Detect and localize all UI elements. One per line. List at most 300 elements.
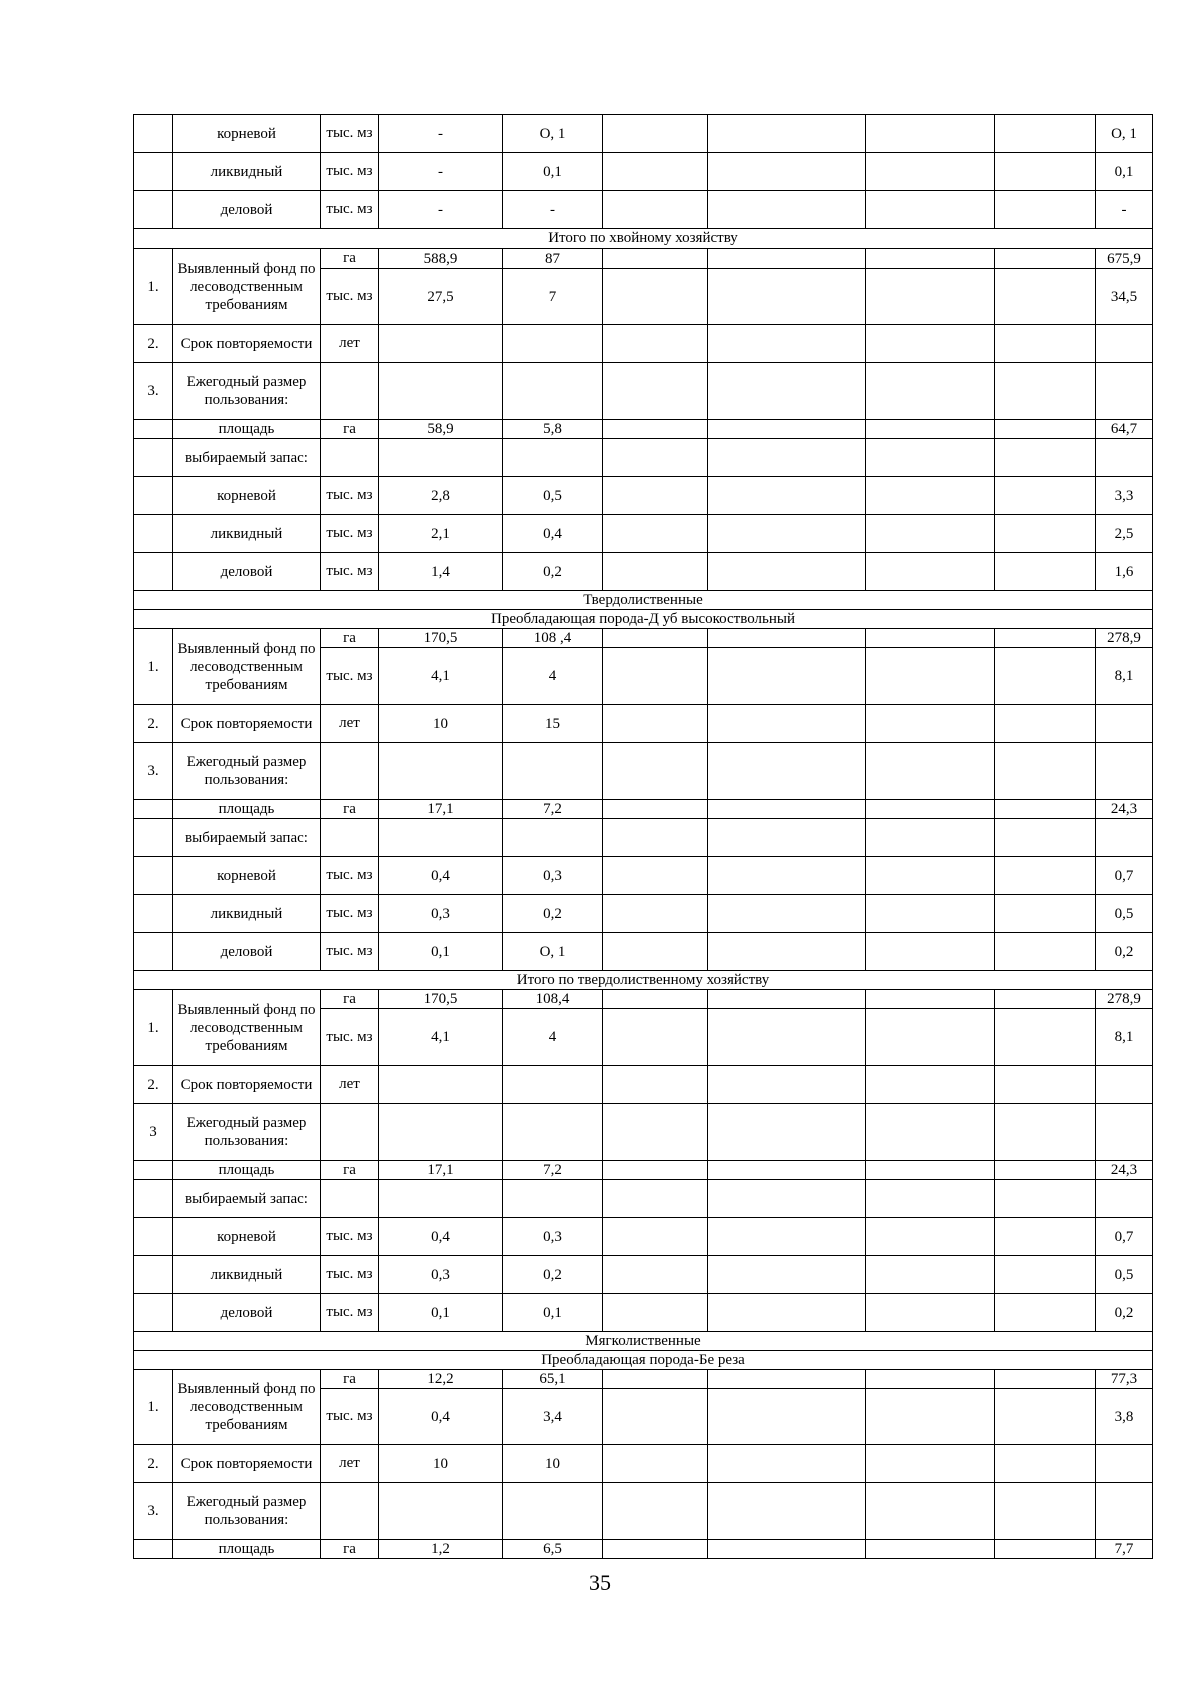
total-cell: [1096, 1483, 1153, 1540]
value-cell: 12,2: [379, 1370, 503, 1389]
section-header-row: [134, 229, 1153, 249]
table-row: [134, 439, 1153, 477]
indicator-name: корневой: [173, 477, 321, 515]
empty-cell: [708, 153, 866, 191]
table-row: [134, 1483, 1153, 1540]
empty-cell: [708, 1294, 866, 1332]
empty-cell: [708, 191, 866, 229]
value-cell: 0,2: [503, 895, 603, 933]
empty-cell: [866, 249, 995, 269]
value-cell: 1,4: [379, 553, 503, 591]
empty-cell: [603, 153, 708, 191]
total-cell: [1096, 819, 1153, 857]
row-number: [134, 420, 173, 439]
table-row: [134, 933, 1153, 971]
unit-cell: тыс. мз: [321, 153, 379, 191]
table-row: [134, 363, 1153, 420]
value-cell: 17,1: [379, 800, 503, 819]
table-row: [134, 553, 1153, 591]
section-title: Преобладающая порода-Д уб высокоствольный: [134, 610, 1153, 629]
unit-cell: тыс. мз: [321, 477, 379, 515]
value-cell: [379, 363, 503, 420]
empty-cell: [866, 420, 995, 439]
empty-cell: [866, 1540, 995, 1559]
section-header-row: [134, 610, 1153, 629]
unit-cell: [321, 1483, 379, 1540]
total-cell: 34,5: [1096, 269, 1153, 325]
section-title: Твердолиственные: [134, 591, 1153, 610]
empty-cell: [708, 933, 866, 971]
empty-cell: [995, 1009, 1096, 1066]
value-cell: 2,1: [379, 515, 503, 553]
empty-cell: [866, 990, 995, 1009]
indicator-name: выбираемый запас:: [173, 819, 321, 857]
empty-cell: [866, 819, 995, 857]
unit-cell: тыс. мз: [321, 515, 379, 553]
value-cell: 10: [379, 705, 503, 743]
empty-cell: [995, 705, 1096, 743]
empty-cell: [603, 857, 708, 895]
table-row: [134, 153, 1153, 191]
total-cell: [1096, 1104, 1153, 1161]
empty-cell: [866, 477, 995, 515]
table-row: [134, 1180, 1153, 1218]
value-cell: [503, 1483, 603, 1540]
unit-cell: тыс. мз: [321, 1389, 379, 1445]
unit-cell: лет: [321, 1445, 379, 1483]
indicator-name: Выявленный фонд по лесоводственным требованиям: [173, 629, 321, 705]
indicator-name: выбираемый запас:: [173, 1180, 321, 1218]
unit-cell: тыс. мз: [321, 269, 379, 325]
row-number: [134, 515, 173, 553]
total-cell: [1096, 705, 1153, 743]
value-cell: [503, 1180, 603, 1218]
total-cell: 0,2: [1096, 933, 1153, 971]
empty-cell: [708, 629, 866, 648]
value-cell: 3,4: [503, 1389, 603, 1445]
empty-cell: [708, 1256, 866, 1294]
table-row: [134, 1370, 1153, 1389]
value-cell: 2,8: [379, 477, 503, 515]
empty-cell: [603, 648, 708, 705]
total-cell: 0,1: [1096, 153, 1153, 191]
empty-cell: [603, 1104, 708, 1161]
unit-cell: [321, 363, 379, 420]
total-cell: [1096, 325, 1153, 363]
empty-cell: [866, 191, 995, 229]
empty-cell: [708, 743, 866, 800]
indicator-name: площадь: [173, 420, 321, 439]
empty-cell: [866, 269, 995, 325]
total-cell: 77,3: [1096, 1370, 1153, 1389]
row-number: 1.: [134, 629, 173, 705]
empty-cell: [866, 1370, 995, 1389]
table-row: [134, 1104, 1153, 1161]
empty-cell: [995, 553, 1096, 591]
value-cell: 108,4: [503, 990, 603, 1009]
value-cell: -: [503, 191, 603, 229]
empty-cell: [995, 439, 1096, 477]
indicator-name: Выявленный фонд по лесоводственным требованиям: [173, 249, 321, 325]
empty-cell: [708, 705, 866, 743]
indicator-name: корневой: [173, 857, 321, 895]
empty-cell: [708, 477, 866, 515]
empty-cell: [708, 1009, 866, 1066]
empty-cell: [708, 895, 866, 933]
empty-cell: [708, 363, 866, 420]
empty-cell: [708, 439, 866, 477]
unit-cell: [321, 743, 379, 800]
empty-cell: [995, 420, 1096, 439]
value-cell: 5,8: [503, 420, 603, 439]
total-cell: 24,3: [1096, 800, 1153, 819]
empty-cell: [603, 1256, 708, 1294]
value-cell: 58,9: [379, 420, 503, 439]
table-row: [134, 857, 1153, 895]
empty-cell: [866, 1389, 995, 1445]
empty-cell: [603, 1389, 708, 1445]
empty-cell: [603, 743, 708, 800]
empty-cell: [603, 249, 708, 269]
value-cell: 0,4: [503, 515, 603, 553]
value-cell: 588,9: [379, 249, 503, 269]
unit-cell: [321, 819, 379, 857]
table-row: [134, 990, 1153, 1009]
row-number: 2.: [134, 1445, 173, 1483]
empty-cell: [866, 1104, 995, 1161]
table-row: [134, 629, 1153, 648]
empty-cell: [866, 1218, 995, 1256]
empty-cell: [995, 1389, 1096, 1445]
empty-cell: [603, 933, 708, 971]
empty-cell: [995, 515, 1096, 553]
empty-cell: [603, 1540, 708, 1559]
total-cell: 0,5: [1096, 1256, 1153, 1294]
empty-cell: [866, 1066, 995, 1104]
empty-cell: [995, 191, 1096, 229]
empty-cell: [995, 1104, 1096, 1161]
empty-cell: [995, 648, 1096, 705]
empty-cell: [603, 990, 708, 1009]
value-cell: 15: [503, 705, 603, 743]
value-cell: 0,1: [503, 153, 603, 191]
value-cell: 0,3: [503, 1218, 603, 1256]
value-cell: 10: [379, 1445, 503, 1483]
empty-cell: [866, 705, 995, 743]
row-number: [134, 191, 173, 229]
unit-cell: тыс. мз: [321, 1256, 379, 1294]
section-title: Преобладающая порода-Бе реза: [134, 1351, 1153, 1370]
empty-cell: [603, 325, 708, 363]
row-number: [134, 857, 173, 895]
empty-cell: [866, 363, 995, 420]
row-number: 1.: [134, 249, 173, 325]
empty-cell: [866, 325, 995, 363]
empty-cell: [995, 325, 1096, 363]
row-number: 2.: [134, 1066, 173, 1104]
empty-cell: [603, 819, 708, 857]
value-cell: [379, 743, 503, 800]
value-cell: 27,5: [379, 269, 503, 325]
value-cell: 170,5: [379, 629, 503, 648]
empty-cell: [866, 515, 995, 553]
empty-cell: [603, 1066, 708, 1104]
empty-cell: [708, 325, 866, 363]
value-cell: 0,4: [379, 1389, 503, 1445]
value-cell: 170,5: [379, 990, 503, 1009]
table-row: [134, 743, 1153, 800]
empty-cell: [708, 1445, 866, 1483]
value-cell: 0,1: [379, 933, 503, 971]
unit-cell: га: [321, 800, 379, 819]
row-number: [134, 1161, 173, 1180]
value-cell: 4: [503, 648, 603, 705]
unit-cell: тыс. мз: [321, 191, 379, 229]
empty-cell: [866, 553, 995, 591]
value-cell: -: [379, 115, 503, 153]
empty-cell: [995, 363, 1096, 420]
empty-cell: [866, 1256, 995, 1294]
value-cell: [503, 325, 603, 363]
row-number: 3.: [134, 743, 173, 800]
table-row: [134, 705, 1153, 743]
value-cell: [503, 819, 603, 857]
unit-cell: га: [321, 1161, 379, 1180]
unit-cell: лет: [321, 705, 379, 743]
value-cell: [379, 1104, 503, 1161]
value-cell: [379, 819, 503, 857]
total-cell: 278,9: [1096, 990, 1153, 1009]
empty-cell: [708, 515, 866, 553]
table-row: [134, 249, 1153, 269]
empty-cell: [603, 1370, 708, 1389]
total-cell: -: [1096, 191, 1153, 229]
total-cell: 3,3: [1096, 477, 1153, 515]
empty-cell: [603, 629, 708, 648]
value-cell: [503, 1066, 603, 1104]
empty-cell: [995, 477, 1096, 515]
total-cell: 675,9: [1096, 249, 1153, 269]
unit-cell: [321, 1104, 379, 1161]
empty-cell: [995, 115, 1096, 153]
empty-cell: [708, 990, 866, 1009]
empty-cell: [708, 1389, 866, 1445]
row-number: [134, 819, 173, 857]
row-number: [134, 439, 173, 477]
total-cell: [1096, 1066, 1153, 1104]
unit-cell: тыс. мз: [321, 933, 379, 971]
empty-cell: [866, 1445, 995, 1483]
total-cell: 278,9: [1096, 629, 1153, 648]
table-row: [134, 819, 1153, 857]
table-row: [134, 115, 1153, 153]
unit-cell: тыс. мз: [321, 648, 379, 705]
unit-cell: тыс. мз: [321, 1009, 379, 1066]
empty-cell: [866, 895, 995, 933]
empty-cell: [866, 648, 995, 705]
empty-cell: [603, 1483, 708, 1540]
value-cell: 108 ,4: [503, 629, 603, 648]
unit-cell: лет: [321, 325, 379, 363]
value-cell: 7: [503, 269, 603, 325]
indicator-name: деловой: [173, 933, 321, 971]
empty-cell: [708, 1066, 866, 1104]
section-header-row: [134, 971, 1153, 990]
value-cell: [503, 1104, 603, 1161]
row-number: [134, 933, 173, 971]
value-cell: 1,2: [379, 1540, 503, 1559]
empty-cell: [995, 1161, 1096, 1180]
total-cell: О, 1: [1096, 115, 1153, 153]
value-cell: 87: [503, 249, 603, 269]
empty-cell: [866, 1294, 995, 1332]
empty-cell: [995, 819, 1096, 857]
value-cell: [379, 439, 503, 477]
row-number: [134, 1256, 173, 1294]
value-cell: [503, 439, 603, 477]
empty-cell: [995, 1540, 1096, 1559]
table-row: [134, 1218, 1153, 1256]
indicator-name: выбираемый запас:: [173, 439, 321, 477]
empty-cell: [603, 363, 708, 420]
empty-cell: [708, 115, 866, 153]
empty-cell: [708, 648, 866, 705]
forest-use-table: [133, 114, 1153, 1559]
value-cell: 6,5: [503, 1540, 603, 1559]
row-number: 3.: [134, 1483, 173, 1540]
empty-cell: [866, 800, 995, 819]
empty-cell: [708, 553, 866, 591]
empty-cell: [995, 1370, 1096, 1389]
indicator-name: деловой: [173, 191, 321, 229]
total-cell: 2,5: [1096, 515, 1153, 553]
empty-cell: [866, 933, 995, 971]
unit-cell: га: [321, 990, 379, 1009]
empty-cell: [603, 1218, 708, 1256]
section-title: Итого по хвойному хозяйству: [134, 229, 1153, 249]
row-number: [134, 895, 173, 933]
empty-cell: [995, 1256, 1096, 1294]
indicator-name: Ежегодный размер пользования:: [173, 743, 321, 800]
empty-cell: [995, 895, 1096, 933]
empty-cell: [995, 800, 1096, 819]
unit-cell: тыс. мз: [321, 1218, 379, 1256]
row-number: 2.: [134, 325, 173, 363]
row-number: [134, 1540, 173, 1559]
row-number: 1.: [134, 1370, 173, 1445]
empty-cell: [708, 1161, 866, 1180]
empty-cell: [995, 249, 1096, 269]
value-cell: 0,2: [503, 553, 603, 591]
indicator-name: ликвидный: [173, 1256, 321, 1294]
table-row: [134, 1256, 1153, 1294]
unit-cell: [321, 439, 379, 477]
table-row: [134, 1294, 1153, 1332]
table-row: [134, 1161, 1153, 1180]
empty-cell: [866, 439, 995, 477]
table-body: [134, 115, 1153, 1559]
indicator-name: площадь: [173, 1161, 321, 1180]
empty-cell: [603, 269, 708, 325]
value-cell: О, 1: [503, 115, 603, 153]
row-number: [134, 153, 173, 191]
empty-cell: [995, 153, 1096, 191]
value-cell: 0,4: [379, 857, 503, 895]
empty-cell: [603, 420, 708, 439]
empty-cell: [708, 269, 866, 325]
row-number: 2.: [134, 705, 173, 743]
empty-cell: [603, 515, 708, 553]
empty-cell: [995, 1218, 1096, 1256]
row-number: 3.: [134, 363, 173, 420]
unit-cell: тыс. мз: [321, 115, 379, 153]
indicator-name: деловой: [173, 553, 321, 591]
table-row: [134, 477, 1153, 515]
value-cell: -: [379, 153, 503, 191]
table-row: [134, 1066, 1153, 1104]
indicator-name: деловой: [173, 1294, 321, 1332]
value-cell: 7,2: [503, 800, 603, 819]
empty-cell: [603, 705, 708, 743]
value-cell: 4,1: [379, 648, 503, 705]
empty-cell: [603, 1161, 708, 1180]
empty-cell: [708, 1540, 866, 1559]
value-cell: 10: [503, 1445, 603, 1483]
unit-cell: га: [321, 420, 379, 439]
total-cell: [1096, 743, 1153, 800]
empty-cell: [603, 800, 708, 819]
value-cell: 0,1: [379, 1294, 503, 1332]
empty-cell: [995, 1445, 1096, 1483]
empty-cell: [708, 1180, 866, 1218]
row-number: 3: [134, 1104, 173, 1161]
empty-cell: [995, 1294, 1096, 1332]
row-number: [134, 1180, 173, 1218]
table-row: [134, 1445, 1153, 1483]
table-row: [134, 191, 1153, 229]
unit-cell: тыс. мз: [321, 553, 379, 591]
indicator-name: площадь: [173, 1540, 321, 1559]
row-number: [134, 553, 173, 591]
table-row: [134, 895, 1153, 933]
indicator-name: Выявленный фонд по лесоводственным требованиям: [173, 990, 321, 1066]
empty-cell: [866, 857, 995, 895]
page-number: 35: [589, 1570, 611, 1595]
total-cell: 0,5: [1096, 895, 1153, 933]
section-header-row: [134, 1351, 1153, 1370]
empty-cell: [995, 990, 1096, 1009]
unit-cell: га: [321, 1540, 379, 1559]
value-cell: [503, 743, 603, 800]
value-cell: 0,3: [503, 857, 603, 895]
empty-cell: [603, 115, 708, 153]
value-cell: 7,2: [503, 1161, 603, 1180]
empty-cell: [708, 1370, 866, 1389]
empty-cell: [995, 1483, 1096, 1540]
empty-cell: [603, 439, 708, 477]
value-cell: 65,1: [503, 1370, 603, 1389]
unit-cell: га: [321, 249, 379, 269]
value-cell: О, 1: [503, 933, 603, 971]
empty-cell: [708, 1483, 866, 1540]
unit-cell: тыс. мз: [321, 895, 379, 933]
row-number: 1.: [134, 990, 173, 1066]
value-cell: [503, 363, 603, 420]
empty-cell: [603, 477, 708, 515]
unit-cell: га: [321, 1370, 379, 1389]
empty-cell: [708, 249, 866, 269]
value-cell: 0,1: [503, 1294, 603, 1332]
